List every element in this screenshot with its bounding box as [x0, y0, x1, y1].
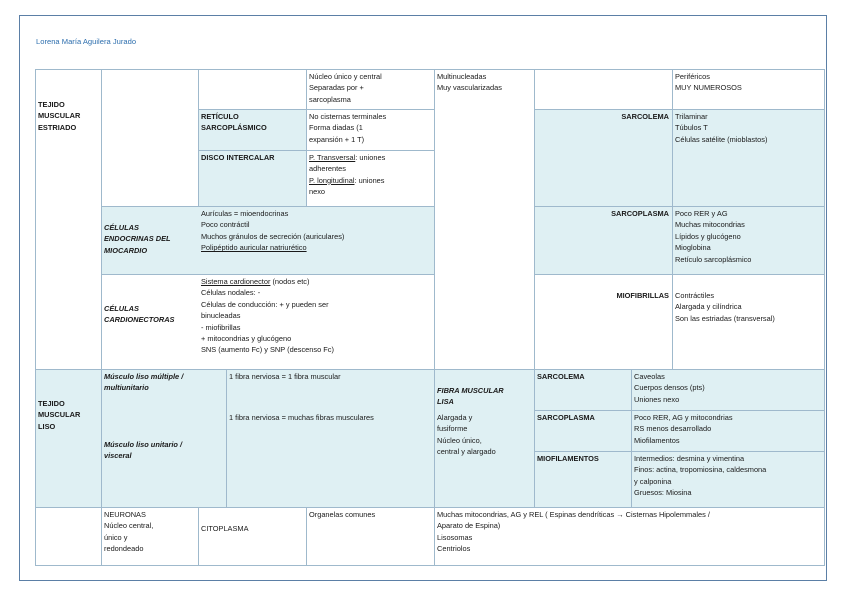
author-name: Lorena María Aguilera Jurado	[36, 37, 137, 46]
cardionectoras-text: Sistema cardionector (nodos etc) Células nodales: - Células de conducción: + y pueden ser binucleadas - miofibrillas + mitocondrias y glucógeno SNS (aumento Fc) y SNP (descenso Fc)	[201, 277, 334, 355]
multiple-text: 1 fibra nerviosa = 1 fibra muscular	[229, 372, 341, 381]
multiple-label: Músculo liso múltiple / multiunitario	[104, 372, 184, 393]
cardionectoras-label: CÉLULAS CARDIONECTORAS	[104, 304, 175, 325]
reticulo-text: No cisternas terminales Forma diadas (1 expansión + 1 T)	[309, 112, 387, 144]
miofilamentos-text: Intermedios: desmina y vimentina Finos: actina, tropomiosina, caldesmona y calponina Gruesos: Miosina	[634, 454, 767, 498]
sarcolema-label: SARCOLEMA	[621, 112, 669, 121]
endocrinas-text: Aurículas = mioendocrinas Poco contráctil Muchos gránulos de secreción (auriculares) Polipéptido auricular natriurético	[201, 209, 345, 253]
liso-sarcoplasma-label: SARCOPLASMA	[537, 413, 595, 422]
sarcolema-text: Trilaminar Túbulos T Células satélite (mioblastos)	[675, 112, 768, 144]
perifericos-cell: Periféricos MUY NUMEROSOS	[675, 72, 742, 93]
citoplasma-label: CITOPLASMA	[201, 524, 249, 533]
nucleo-unico-cell: Núcleo único y central Separadas por + sarcoplasma	[309, 72, 382, 104]
reticulo-label: RETÍCULO SARCOPLÁSMICO	[201, 112, 267, 133]
unitario-text: 1 fibra nerviosa = muchas fibras musculares	[229, 413, 374, 422]
miofibrillas-label: MIOFIBRILLAS	[616, 291, 669, 300]
disco-intercalar-text: P. Transversal: uniones adherentes P. longitudinal: uniones nexo	[309, 153, 386, 197]
liso-sarcoplasma-text: Poco RER, AG y mitocondrias RS menos desarrollado Miofilamentos	[634, 413, 733, 445]
liso-sarcolema-label: SARCOLEMA	[537, 372, 585, 381]
disco-intercalar-label: DISCO INTERCALAR	[201, 153, 275, 162]
unitario-label: Músculo liso unitario / visceral	[104, 440, 183, 461]
fibra-lisa-text: Alargada y fusiforme Núcleo único, central y alargado	[437, 413, 496, 457]
liso-heading: TEJIDO MUSCULAR LISO	[38, 399, 81, 431]
multinucleadas-cell: Multinucleadas Muy vascularizadas	[437, 72, 502, 93]
miofilamentos-label: MIOFILAMENTOS	[537, 454, 599, 463]
neuronas-label: NEURONAS Núcleo central, único y redondeado	[104, 510, 154, 554]
sarcoplasma-label: SARCOPLASMA	[611, 209, 669, 218]
histology-table	[35, 69, 825, 566]
sarcoplasma-text: Poco RER y AG Muchas mitocondrias Lípidos y glucógeno Mioglobina Retículo sarcoplásmico	[675, 209, 752, 264]
estriado-heading: TEJIDO MUSCULAR ESTRIADO	[38, 100, 81, 132]
fibra-lisa-label: FIBRA MUSCULAR LISA	[437, 386, 504, 407]
endocrinas-label: CÉLULAS ENDOCRINAS DEL MIOCARDIO	[104, 223, 171, 255]
neuronas-organelas-text: Muchas mitocondrias, AG y REL ( Espinas dendríticas → Cisternas Hipolemmales / Aparato de Espina) Lisosomas Centriolos	[437, 510, 710, 554]
miofibrillas-text: Contráctiles Alargada y cilíndrica Son las estriadas (transversal)	[675, 291, 775, 323]
liso-sarcolema-text: Caveolas Cuerpos densos (pts) Uniones nexo	[634, 372, 705, 404]
organelas-label: Organelas comunes	[309, 510, 376, 519]
